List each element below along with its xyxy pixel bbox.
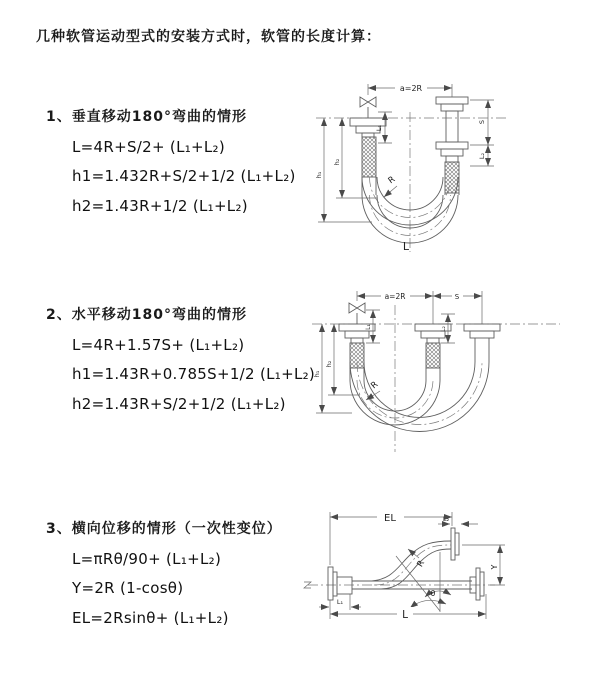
dimension-l1	[375, 112, 392, 143]
dim-label-l2: L₂	[478, 152, 486, 160]
dim-label-s: S	[454, 293, 460, 301]
dim-label-h1: h₁	[313, 370, 321, 378]
section-3-heading: 3、横向位移的情形（一次性变位）	[46, 521, 282, 537]
valve-icon	[349, 303, 365, 324]
section-1-formula-h2: h2=1.43R+1/2 (L₁+L₂)	[72, 196, 248, 215]
section-2-heading: 2、水平移动180°弯曲的情形	[46, 307, 247, 323]
right-hose-fitting	[464, 324, 500, 362]
hose-s-curve	[368, 541, 451, 589]
section-3-formula-l: L=πRθ/90+ (L₁+L₂)	[72, 549, 222, 568]
valve-icon	[360, 97, 376, 118]
dimension-el	[330, 510, 452, 565]
dim-label-a2r: a=2R	[399, 84, 423, 93]
dimension-l2	[478, 145, 488, 166]
dim-label-l2: L₂	[440, 326, 447, 332]
dimension-a-2r	[357, 290, 482, 324]
section-1	[46, 106, 296, 215]
dimension-l2	[438, 515, 478, 524]
section-1-heading: 1、垂直移动180°弯曲的情形	[46, 109, 247, 125]
dimension-a-2r	[368, 82, 452, 97]
section-1-formula-h1: h1=1.432R+S/2+1/2 (L₁+L₂)	[72, 167, 296, 185]
left-flange-fitting	[328, 567, 352, 600]
dim-label-y: Y	[490, 564, 499, 570]
section-1-formula-l: L=4R+S/2+ (L₁+L₂)	[72, 137, 226, 156]
section-2-formula-h1: h1=1.43R+0.785S+1/2 (L₁+L₂)	[72, 365, 316, 383]
dim-label-l1: L₁	[365, 324, 372, 330]
dimension-h1	[313, 324, 352, 413]
diagram-vertical-180-bend	[300, 70, 600, 265]
angle-label: θ	[430, 589, 436, 598]
braided-section-left	[362, 137, 376, 177]
section-2-formula-l: L=4R+1.57S+ (L₁+L₂)	[72, 335, 245, 354]
section-2-formula-h2: h2=1.43R+S/2+1/2 (L₁+L₂)	[72, 394, 286, 413]
section-2	[46, 304, 315, 413]
braided-section-middle	[426, 343, 440, 368]
dimension-l1	[319, 594, 361, 610]
dim-label-h2: h₂	[325, 360, 333, 368]
upper-flange-fitting	[451, 528, 459, 560]
section-3-formula-el: EL=2Rsinθ+ (L₁+L₂)	[72, 608, 229, 627]
dimension-l2	[440, 314, 455, 343]
dim-label-r: R	[415, 558, 428, 570]
right-hose-fitting	[436, 97, 468, 193]
dim-label-h2: h₂	[333, 158, 341, 166]
radius-callout	[408, 549, 427, 569]
section-3-formula-y: Y=2R (1-cosθ)	[72, 579, 184, 597]
dim-label-a2r: a=2R	[384, 292, 406, 301]
page-title: 几种软管运动型式的安装方式时，软管的长度计算：	[36, 29, 381, 45]
dimension-s	[433, 290, 482, 301]
dimension-l	[330, 594, 486, 621]
section-3	[46, 518, 282, 627]
radius-callout	[384, 175, 397, 197]
dim-label-r: R	[369, 379, 381, 392]
diagram-lateral-displacement	[300, 498, 600, 648]
dim-label-h1: h₁	[315, 171, 323, 179]
dimension-y	[462, 545, 505, 585]
hose-u-bend	[362, 174, 459, 243]
length-label: L	[402, 240, 410, 253]
dim-label-r: R	[386, 174, 398, 187]
dim-label-l2: L₂	[442, 515, 450, 523]
dim-label-s: S	[478, 119, 486, 125]
dim-label-el: EL	[384, 513, 396, 524]
dim-label-l1: L₁	[375, 124, 383, 132]
diagram-horizontal-180-bend	[295, 278, 600, 460]
dim-label-l: L	[402, 609, 408, 621]
dim-label-l1: L₁	[336, 598, 344, 606]
